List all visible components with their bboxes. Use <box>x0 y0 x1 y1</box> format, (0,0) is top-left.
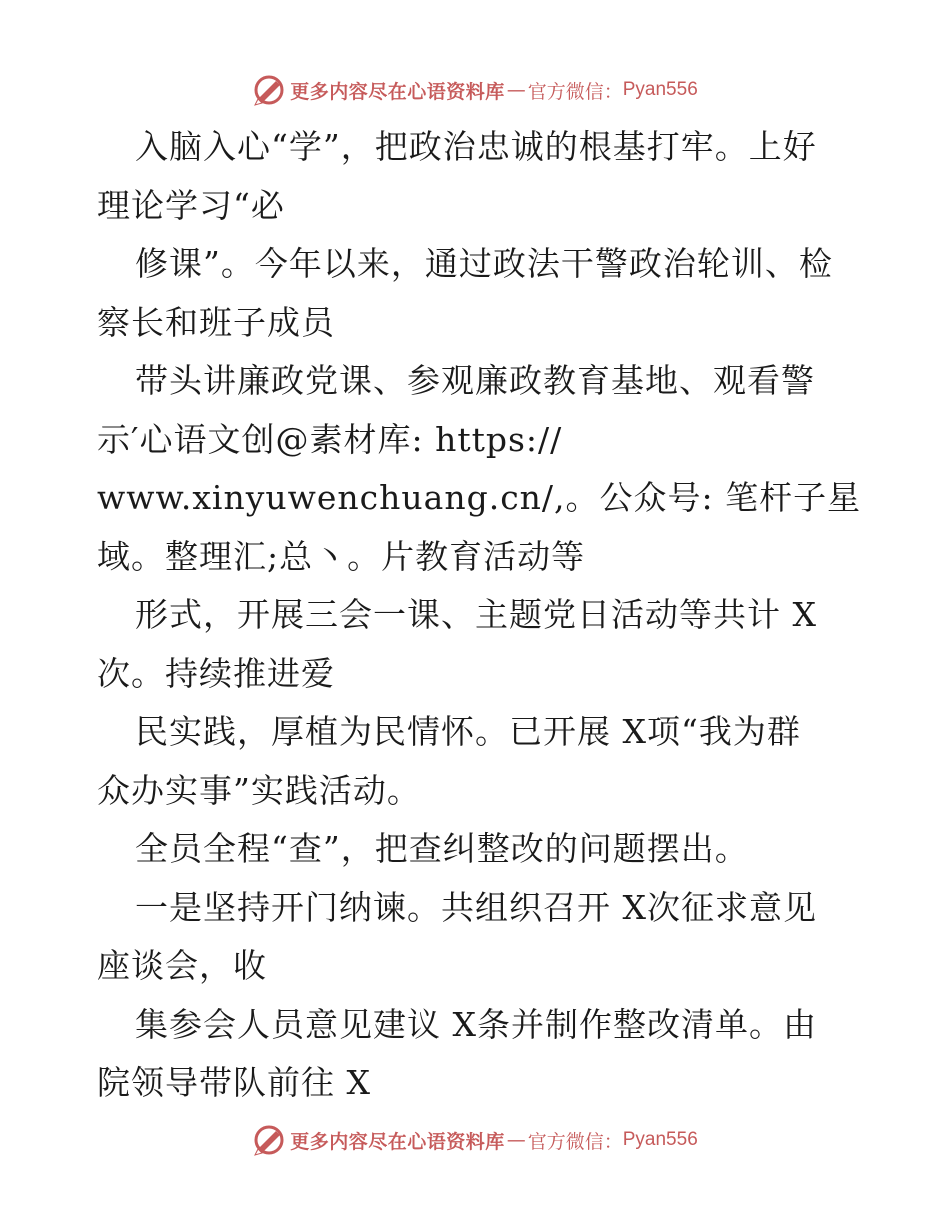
footer-banner <box>0 1120 950 1160</box>
body-line: 院领导带队前往 X <box>97 1063 371 1102</box>
footer-wechat-label: 官方微信： <box>527 1130 623 1153</box>
header-banner <box>0 70 950 110</box>
document-body <box>97 118 862 1113</box>
body-line: 理论学习“必 <box>97 185 285 225</box>
body-line: 民实践，厚植为民情怀。已开展 X项“我为群 <box>135 712 801 751</box>
pen-logo-icon <box>252 1123 286 1157</box>
header-banner-content <box>252 73 698 107</box>
header-wechat-id: Pyan556 <box>622 79 698 100</box>
body-line: 全员全程“查”，把查纠整改的问题摆出。 <box>135 829 749 868</box>
body-line: 座谈会，收 <box>97 946 267 985</box>
footer-banner-text: 更多内容尽在心语资料库 <box>290 1130 505 1153</box>
footer-banner-content <box>252 1123 698 1157</box>
pen-logo-icon <box>252 73 286 107</box>
body-line: 察长和班子成员 <box>97 302 335 342</box>
body-line: 集参会人员意见建议 X条并制作整改清单。由 <box>135 1004 817 1044</box>
body-line: 域。整理汇;总丶。片教育活动等 <box>97 536 586 576</box>
header-banner-text: 更多内容尽在心语资料库 <box>290 80 505 103</box>
body-line: 一是坚持开门纳谏。共组织召开 X次征求意见 <box>135 887 817 927</box>
body-line: www.xinyuwenchuang.cn/,。公众号: 笔杆子星 <box>97 478 862 517</box>
body-line: 次。持续推进爱 <box>97 653 335 693</box>
body-line: 修课”。今年以来，通过政法干警政治轮训、检 <box>135 244 833 283</box>
body-line: 众办实事”实践活动。 <box>97 770 421 810</box>
footer-banner-dash: — <box>506 1129 526 1151</box>
body-line: 带头讲廉政党课、参观廉政教育基地、观看警 <box>135 361 815 400</box>
header-banner-dash: — <box>506 79 526 101</box>
body-line: 入脑入心“学”，把政治忠诚的根基打牢。上好 <box>135 127 817 166</box>
footer-wechat-id: Pyan556 <box>622 1129 698 1150</box>
body-line: 形式，开展三会一课、主题党日活动等共计 X <box>135 595 817 634</box>
header-wechat-label: 官方微信： <box>527 80 623 103</box>
body-line: 示′心语文创@素材库: https:// <box>97 419 563 459</box>
